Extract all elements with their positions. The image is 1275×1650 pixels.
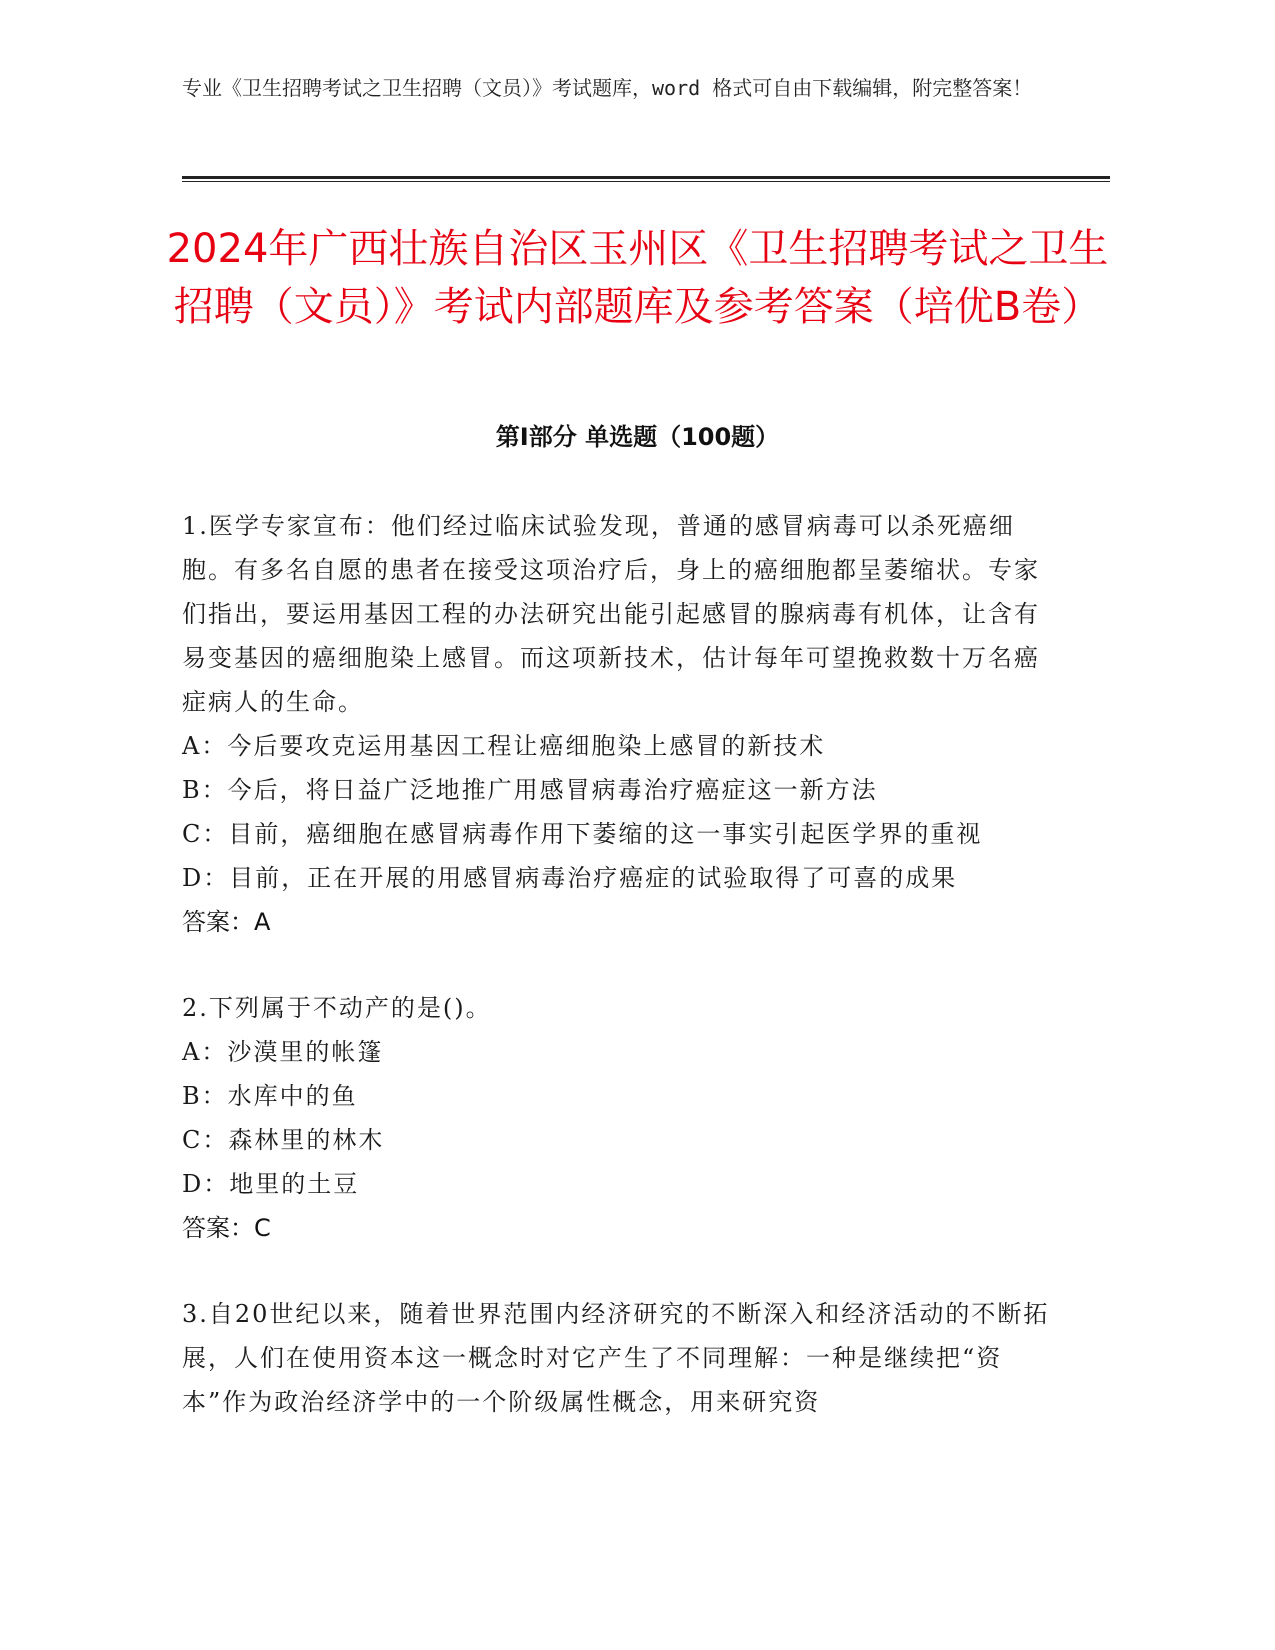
header-divider-thin bbox=[182, 181, 1110, 182]
question-stem: 3.自20世纪以来，随着世界范围内经济研究的不断深入和经济活动的不断拓展，人们在使用资本这一概念时对它产生了不同理解：一种是继续把“资本”作为政治经济学中的一个阶级属性概念，用来研究资 bbox=[182, 1300, 1050, 1416]
option-b: B：水库中的鱼 bbox=[182, 1082, 358, 1110]
header-divider-thick bbox=[182, 176, 1110, 179]
option-a: A：今后要攻克运用基因工程让癌细胞染上感冒的新技术 bbox=[182, 732, 826, 760]
option-c: C：森林里的林木 bbox=[182, 1126, 385, 1154]
option-d: D：地里的土豆 bbox=[182, 1170, 360, 1198]
option-b: B：今后，将日益广泛地推广用感冒病毒治疗癌症这一新方法 bbox=[182, 776, 878, 804]
question-list bbox=[182, 504, 1062, 1466]
option-d: D：目前，正在开展的用感冒病毒治疗癌症的试验取得了可喜的成果 bbox=[182, 864, 958, 892]
section-heading: 第Ⅰ部分 单选题（100题） bbox=[495, 423, 780, 451]
answer-label: 答案：C bbox=[182, 1214, 271, 1242]
question-3 bbox=[182, 1292, 1062, 1424]
option-c: C：目前，癌细胞在感冒病毒作用下萎缩的这一事实引起医学界的重视 bbox=[182, 820, 983, 848]
question-2 bbox=[182, 986, 1062, 1250]
question-stem: 1.医学专家宣布：他们经过临床试验发现，普通的感冒病毒可以杀死癌细胞。有多名自愿的患者在接受这项治疗后，身上的癌细胞都呈萎缩状。专家们指出，要运用基因工程的办法研究出能引起感冒的腺病毒有机体，让含有易变基因的癌细胞染上感冒。而这项新技术，估计每年可望挽救数十万名癌症病人的生命。 bbox=[182, 512, 1040, 716]
header-note: 专业《卫生招聘考试之卫生招聘（文员）》考试题库，word 格式可自由下载编辑，附完整答案！ bbox=[182, 76, 1033, 100]
option-a: A：沙漠里的帐篷 bbox=[182, 1038, 384, 1066]
question-1 bbox=[182, 504, 1062, 944]
question-stem: 2.下列属于不动产的是()。 bbox=[182, 994, 492, 1022]
answer-label: 答案：A bbox=[182, 908, 271, 936]
document-title: 2024年广西壮族自治区玉州区《卫生招聘考试之卫生招聘（文员）》考试内部题库及参考答案（培优B卷） bbox=[166, 226, 1109, 330]
